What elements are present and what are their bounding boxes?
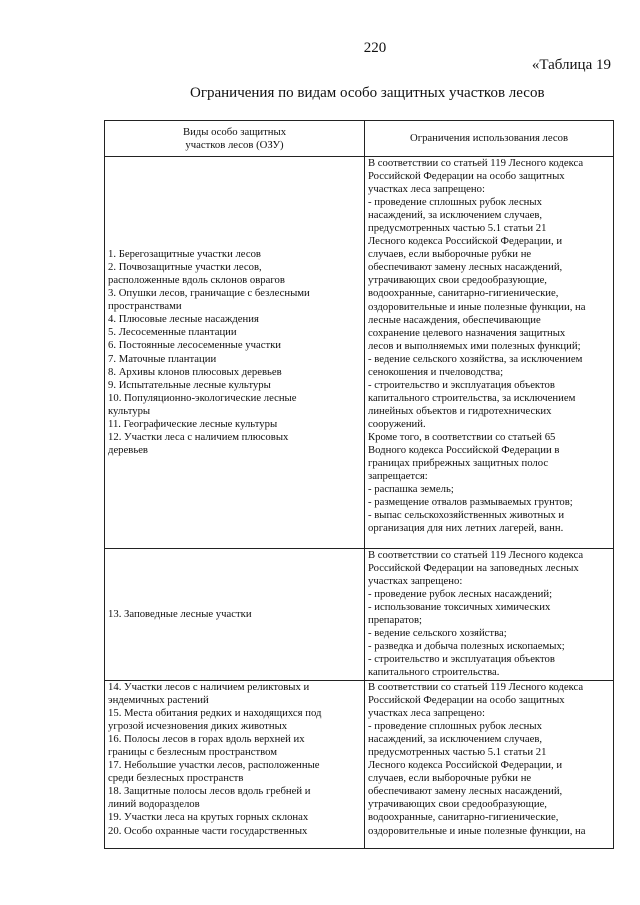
- cell-text-line: расположенные вдоль склонов оврагов: [108, 274, 285, 287]
- cell-text-line: линий водоразделов: [108, 798, 200, 811]
- cell-text-line: лесов и выполняемых ими полезных функций;: [368, 339, 581, 352]
- restrictions-cell: [365, 549, 614, 681]
- cell-text-line: Водного кодекса Российской Федерации в: [368, 444, 560, 457]
- cell-text-line: - выпас сельскохозяйственных животных и: [368, 509, 565, 522]
- cell-text-line: - использование токсичных химических: [368, 601, 551, 614]
- table-header-row: [105, 121, 614, 157]
- table-label: «Таблица 19: [531, 57, 611, 73]
- cell-text-line: лесные насаждения, обеспечивающие: [368, 313, 541, 326]
- cell-text-line: Российской Федерации на особо защитных: [368, 170, 565, 183]
- types-cell: [105, 157, 365, 549]
- cell-text-line: среди безлесных пространств: [108, 772, 244, 785]
- cell-text-line: участках запрещено:: [368, 575, 463, 588]
- cell-text-line: сенокошения и пчеловодства;: [368, 365, 504, 378]
- cell-text-line: сохранение целевого назначения защитных: [368, 326, 566, 339]
- cell-text-line: Лесного кодекса Российской Федерации, и: [368, 759, 563, 772]
- cell-text-line: эндемичных растений: [108, 694, 209, 707]
- cell-text-line: линейных объектов и гидротехнических: [368, 404, 552, 417]
- cell-text-line: сооружений.: [368, 417, 426, 430]
- cell-text-line: 10. Популяционно-экологические лесные: [108, 391, 297, 404]
- cell-text-line: Российской Федерации на особо защитных: [368, 694, 565, 707]
- cell-text-line: запрещается:: [368, 470, 428, 483]
- cell-text-line: границах прибрежных защитных полос: [368, 457, 549, 470]
- cell-text-line: - строительство и эксплуатация объектов: [368, 653, 555, 666]
- cell-text-line: - разведка и добыча полезных ископаемых;: [368, 640, 565, 653]
- cell-text-line: 20. Особо охранные части государственных: [108, 824, 308, 837]
- cell-text-line: утрачивающих свои средообразующие,: [368, 274, 547, 287]
- table-row: [105, 681, 614, 849]
- cell-text-line: Российской Федерации на заповедных лесных: [368, 562, 579, 575]
- cell-text-line: участках леса запрещено:: [368, 183, 485, 196]
- cell-text-line: предусмотренных частью 5.1 статьи 21: [368, 222, 547, 235]
- cell-text-line: случаев, если выборочные рубки не: [368, 248, 532, 261]
- restrictions-cell: [365, 681, 614, 849]
- cell-text-line: предусмотренных частью 5.1 статьи 21: [368, 746, 547, 759]
- cell-text-line: угрозой исчезновения диких животных: [108, 720, 288, 733]
- header-types-line: участков лесов (ОЗУ): [185, 139, 284, 151]
- cell-text-line: пространствами: [108, 300, 182, 313]
- cell-text-line: препаратов;: [368, 614, 422, 627]
- cell-text-line: В соответствии со статьей 119 Лесного кодекса: [368, 549, 584, 561]
- cell-text-line: 5. Лесосеменные плантации: [108, 326, 237, 339]
- cell-text-line: 16. Полосы лесов в горах вдоль верхней их: [108, 733, 305, 746]
- cell-text-line: 2. Почвозащитные участки лесов,: [108, 261, 262, 274]
- cell-text-line: 7. Маточные плантации: [108, 352, 217, 365]
- cell-text-line: 13. Заповедные лесные участки: [108, 607, 252, 620]
- cell-text-line: 1. Берегозащитные участки лесов: [108, 248, 261, 261]
- table-row: [105, 157, 614, 549]
- cell-text-line: - размещение отвалов размываемых грунтов;: [368, 496, 573, 509]
- cell-text-line: случаев, если выборочные рубки не: [368, 772, 532, 785]
- table-row: [105, 549, 614, 681]
- restrictions-cell: [365, 157, 614, 549]
- header-types-line: Виды особо защитных: [182, 125, 287, 138]
- table-title: Ограничения по видам особо защитных участков лесов: [190, 85, 545, 101]
- cell-text-line: обеспечивают замену лесных насаждений,: [368, 785, 563, 798]
- cell-text-line: 8. Архивы клонов плюсовых деревьев: [108, 365, 282, 378]
- cell-text-line: - проведение сплошных рубок лесных: [368, 720, 542, 733]
- header-types: [105, 121, 365, 157]
- cell-text-line: участках леса запрещено:: [368, 707, 485, 720]
- cell-text-line: 9. Испытательные лесные культуры: [108, 378, 271, 391]
- cell-text-line: В соответствии со статьей 119 Лесного кодекса: [368, 681, 584, 693]
- cell-text-line: утрачивающих свои средообразующие,: [368, 798, 547, 811]
- cell-text-line: - ведение сельского хозяйства, за исключением: [368, 352, 583, 365]
- cell-text-line: капитального строительства, за исключением: [368, 391, 576, 404]
- cell-text-line: 14. Участки лесов с наличием реликтовых и: [108, 681, 310, 693]
- cell-text-line: оздоровительные и иные полезные функции, на: [368, 300, 586, 313]
- cell-text-line: деревьев: [108, 443, 148, 456]
- types-cell: [105, 681, 365, 849]
- cell-text-line: организация для них летних лагерей, ванн.: [368, 522, 564, 535]
- cell-text-line: - проведение сплошных рубок лесных: [368, 196, 542, 209]
- cell-text-line: В соответствии со статьей 119 Лесного кодекса: [368, 157, 584, 169]
- cell-text-line: водоохранные, санитарно-гигиенические,: [368, 287, 559, 300]
- cell-text-line: культуры: [108, 404, 151, 417]
- cell-text-line: - ведение сельского хозяйства;: [368, 627, 507, 640]
- restrictions-table: [104, 120, 614, 849]
- cell-text-line: - распашка земель;: [368, 483, 454, 496]
- cell-text-line: 18. Защитные полосы лесов вдоль гребней и: [108, 785, 311, 798]
- cell-text-line: - проведение рубок лесных насаждений;: [368, 588, 553, 601]
- cell-text-line: 3. Опушки лесов, граничащие с безлесными: [108, 287, 310, 300]
- cell-text-line: насаждений, за исключением случаев,: [368, 733, 543, 746]
- cell-text-line: насаждений, за исключением случаев,: [368, 209, 543, 222]
- page-number: 220: [363, 40, 387, 56]
- cell-text-line: 12. Участки леса с наличием плюсовых: [108, 430, 289, 443]
- header-restrictions: Ограничения использования лесов: [365, 121, 614, 157]
- cell-text-line: Лесного кодекса Российской Федерации, и: [368, 235, 563, 248]
- cell-text-line: 15. Места обитания редких и находящихся под: [108, 707, 322, 720]
- types-cell: [105, 549, 365, 681]
- cell-text-line: - строительство и эксплуатация объектов: [368, 378, 555, 391]
- cell-text-line: капитального строительства.: [368, 666, 500, 679]
- cell-text-line: 19. Участки леса на крутых горных склонах: [108, 811, 309, 824]
- cell-text-line: Кроме того, в соответствии со статьей 65: [368, 430, 556, 443]
- cell-text-line: границы с безлесным пространством: [108, 746, 278, 759]
- cell-text-line: 17. Небольшие участки лесов, расположенные: [108, 759, 320, 772]
- cell-text-line: 4. Плюсовые лесные насаждения: [108, 313, 259, 326]
- cell-text-line: 11. Географические лесные культуры: [108, 417, 278, 430]
- cell-text-line: 6. Постоянные лесосеменные участки: [108, 339, 282, 352]
- cell-text-line: обеспечивают замену лесных насаждений,: [368, 261, 563, 274]
- cell-text-line: водоохранные, санитарно-гигиенические,: [368, 811, 559, 824]
- cell-text-line: оздоровительные и иные полезные функции, на: [368, 824, 586, 837]
